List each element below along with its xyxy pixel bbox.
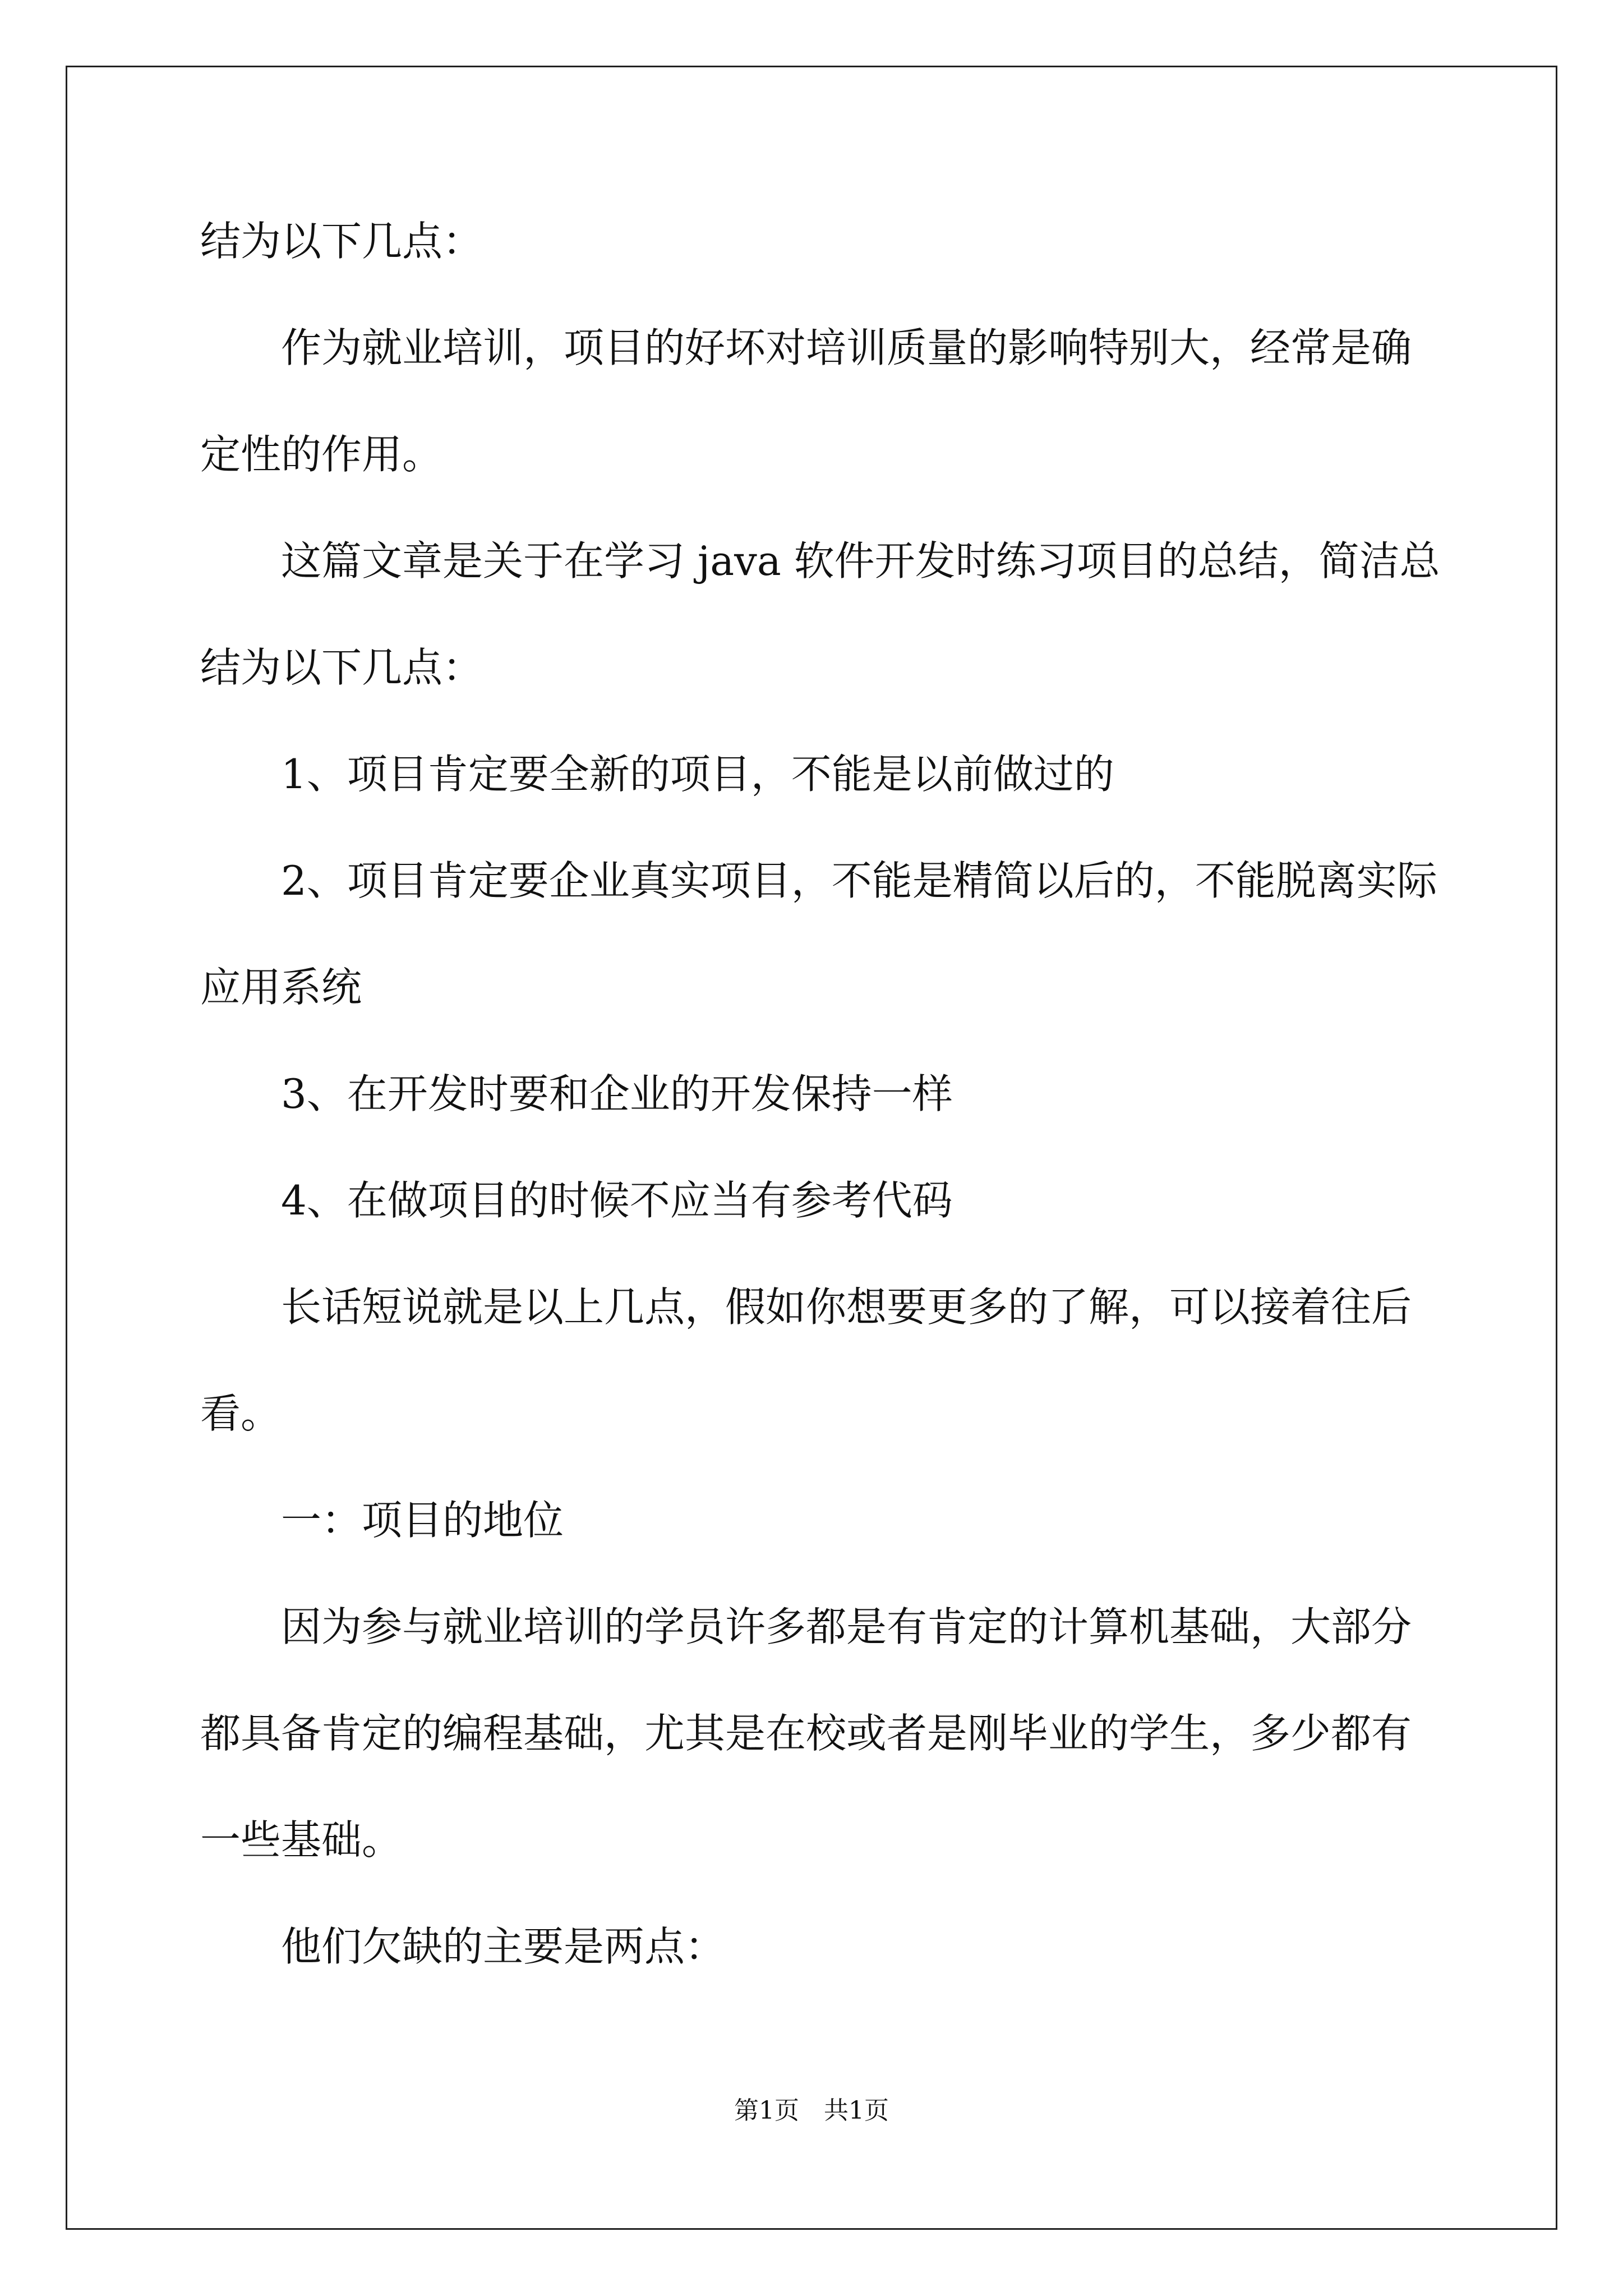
text-line: 一些基础。 [200, 1816, 403, 1864]
page-frame [66, 66, 1557, 2230]
text-line: 应用系统 [200, 964, 362, 1011]
section-heading: 一：项目的地位 [281, 1497, 564, 1544]
paragraph-line: 作为就业培训，项目的好坏对培训质量的影响特别大，经常是确 [281, 324, 1412, 371]
text-line: 结为以下几点： [200, 644, 483, 691]
text-line: 都具备肯定的编程基础，尤其是在校或者是刚毕业的学生，多少都有 [200, 1710, 1412, 1757]
paragraph-line: 长话短说就是以上几点，假如你想要更多的了解，可以接着往后 [281, 1283, 1412, 1331]
list-item: 4、在做项目的时候不应当有参考代码 [281, 1177, 953, 1224]
paragraph-line: 这篇文章是关于在学习 java 软件开发时练习项目的总结，简洁总 [281, 537, 1440, 585]
list-item: 3、在开发时要和企业的开发保持一样 [281, 1070, 953, 1117]
paragraph-line: 因为参与就业培训的学员许多都是有肯定的计算机基础，大部分 [281, 1603, 1412, 1650]
page-number: 第1页 共1页 [734, 2096, 889, 2125]
paragraph-line: 他们欠缺的主要是两点： [281, 1923, 726, 1970]
text-line: 看。 [200, 1390, 282, 1437]
list-item: 2、项目肯定要企业真实项目，不能是精简以后的，不能脱离实际 [281, 857, 1437, 904]
text-line: 定性的作用。 [200, 431, 443, 478]
text-line: 结为以下几点： [200, 218, 483, 265]
list-item: 1、项目肯定要全新的项目，不能是以前做过的 [281, 751, 1114, 798]
